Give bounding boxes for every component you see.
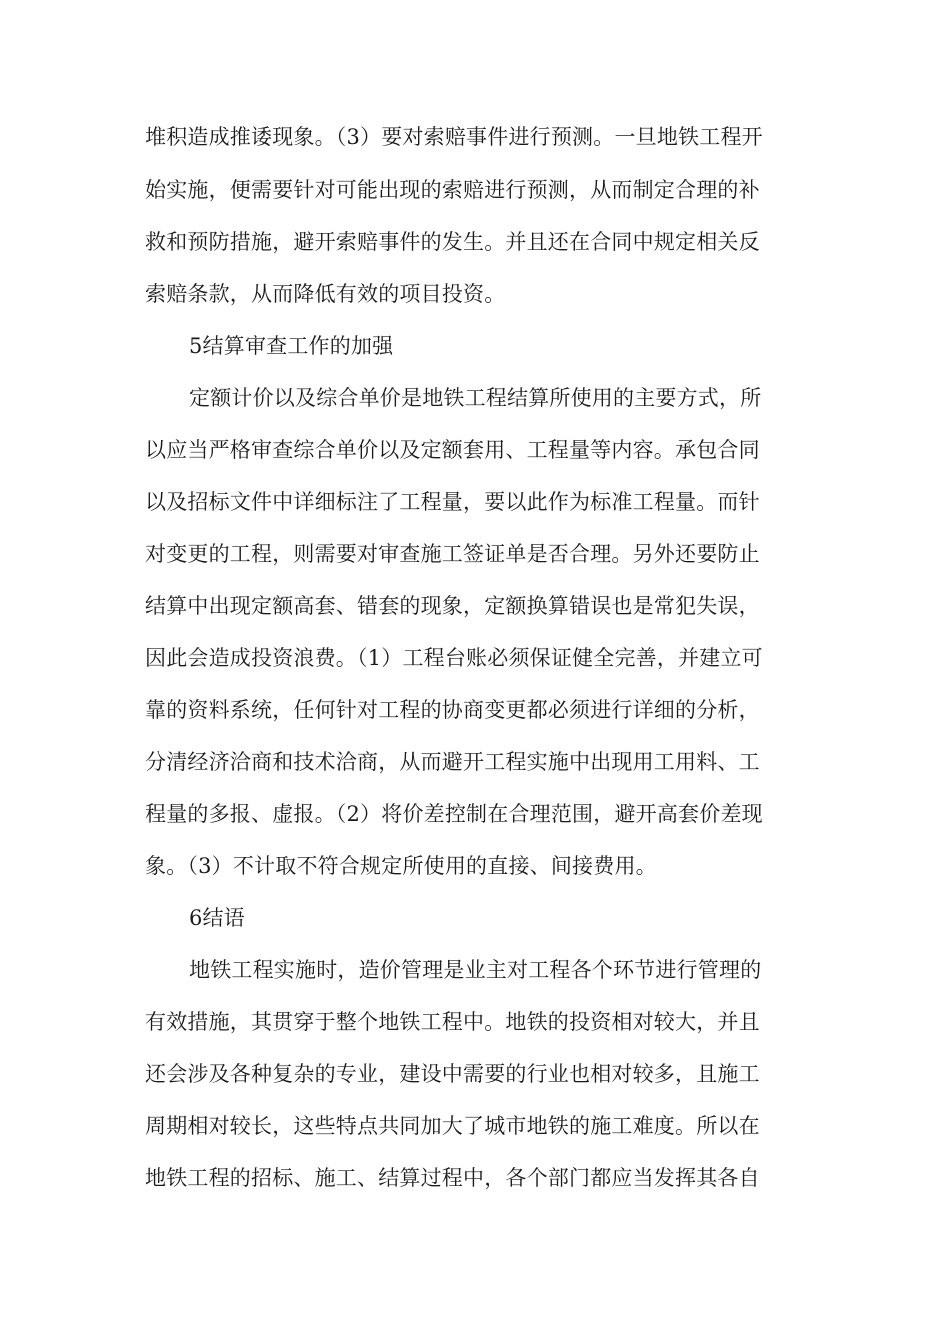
paragraph-line: 救和预防措施，避开索赔事件的发生。并且还在合同中规定相关反 [145,230,760,254]
paragraph-line: 以及招标文件中详细标注了工程量，要以此作为标准工程量。而针 [145,490,760,514]
paragraph-line: 结算中出现定额高套、错套的现象，定额换算错误也是常犯失误， [145,594,760,618]
section-heading: 6结语 [189,906,245,930]
section-heading: 5结算审查工作的加强 [189,334,394,358]
paragraph-line: 有效措施，其贯穿于整个地铁工程中。地铁的投资相对较大，并且 [145,1010,760,1034]
paragraph-line: 定额计价以及综合单价是地铁工程结算所使用的主要方式，所 [189,386,762,410]
paragraph-line: 堆积造成推诿现象。（3）要对索赔事件进行预测。一旦地铁工程开 [145,125,763,149]
paragraph-line: 因此会造成投资浪费。（1）工程台账必须保证健全完善，并建立可 [145,646,763,670]
paragraph-line: 靠的资料系统，任何针对工程的协商变更都必须进行详细的分析， [145,698,760,722]
paragraph-line: 索赔条款，从而降低有效的项目投资。 [145,282,506,306]
paragraph-line: 还会涉及各种复杂的专业，建设中需要的行业也相对较多，且施工 [145,1062,760,1086]
paragraph-line: 程量的多报、虚报。（2）将价差控制在合理范围，避开高套价差现 [145,802,763,826]
paragraph-line: 周期相对较长，这些特点共同加大了城市地铁的施工难度。所以在 [145,1114,760,1138]
paragraph-line: 地铁工程的招标、施工、结算过程中，各个部门都应当发挥其各自 [145,1166,760,1190]
paragraph-line: 分清经济洽商和技术洽商，从而避开工程实施中出现用工用料、工 [145,750,760,774]
paragraph-line: 以应当严格审查综合单价以及定额套用、工程量等内容。承包合同 [145,438,760,462]
paragraph-line: 象。（3）不计取不符合规定所使用的直接、间接费用。 [145,854,657,878]
paragraph-line: 地铁工程实施时，造价管理是业主对工程各个环节进行管理的 [189,958,762,982]
paragraph-line: 对变更的工程，则需要对审查施工签证单是否合理。另外还要防止 [145,542,760,566]
paragraph-line: 始实施，便需要针对可能出现的索赔进行预测，从而制定合理的补 [145,178,760,202]
